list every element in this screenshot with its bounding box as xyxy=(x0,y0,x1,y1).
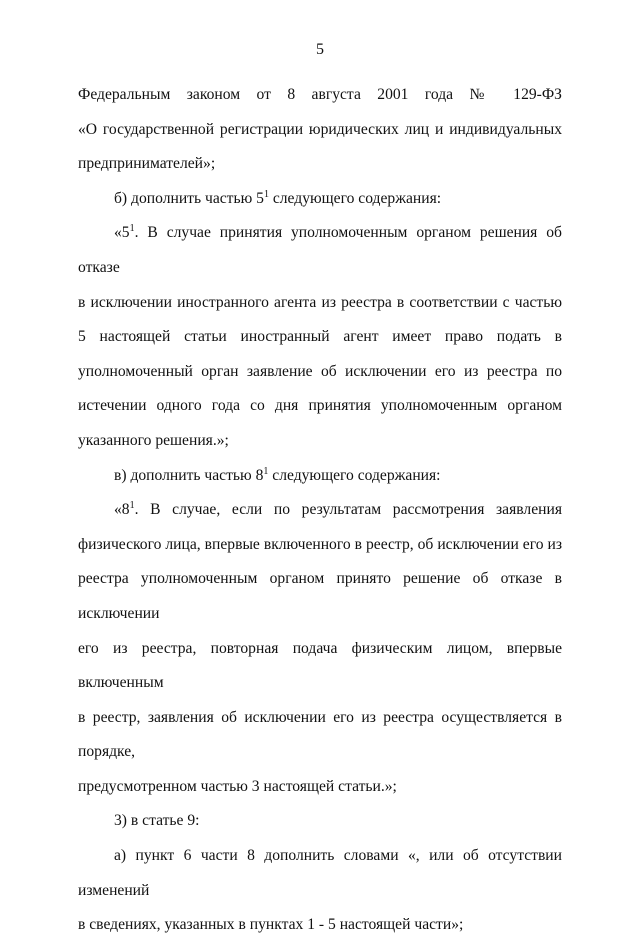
text-fragment: в) дополнить частью 8 xyxy=(114,466,264,484)
text-line: предпринимателей»; xyxy=(78,155,216,173)
text-line xyxy=(78,182,562,217)
text-line: физического лица, впервые включенного в реестр, об исключении его из xyxy=(78,535,562,553)
superscript: 1 xyxy=(263,188,269,200)
paragraph-item-3 xyxy=(78,804,562,839)
paragraph-item-b xyxy=(78,182,562,217)
text-line: предусмотренном частью 3 настоящей статьи.»; xyxy=(78,777,397,795)
text-line: в исключении иностранного агента из реестра в соответствии с частью xyxy=(78,293,562,311)
text-fragment: следующего содержания: xyxy=(268,466,441,484)
paragraph-item-v xyxy=(78,459,562,494)
text-line xyxy=(78,493,562,528)
text-fragment: б) дополнить частью 5 xyxy=(114,189,264,207)
text-fragment: следующего содержания: xyxy=(268,189,442,207)
text-line: Федеральным законом от 8 августа 2001 года № 129-ФЗ xyxy=(78,86,562,103)
text-fragment: . В случае принятия уполномоченным органом решения об отказе xyxy=(78,224,562,276)
text-line: «О государственной регистрации юридических лиц и индивидуальных xyxy=(78,120,562,138)
text-line: в реестр, заявления об исключении его из реестра осуществляется в порядке, xyxy=(78,708,562,761)
superscript: 1 xyxy=(129,500,135,512)
paragraph-law-reference xyxy=(78,78,562,182)
text-line: его из реестра, повторная подача физическим лицом, впервые включенным xyxy=(78,639,562,692)
text-fragment: . В случае, если по результатам рассмотрения заявления xyxy=(134,501,562,519)
text-line: истечении одного года со дня принятия уполномоченным органом xyxy=(78,397,562,415)
text-line: указанного решения.»; xyxy=(78,431,229,449)
paragraph-item-a xyxy=(78,839,562,943)
document-body xyxy=(78,78,562,943)
text-line: 3) в статье 9: xyxy=(114,812,200,830)
text-line xyxy=(78,216,562,285)
text-line: а) пункт 6 части 8 дополнить словами «, или об отсутствии изменений xyxy=(78,847,562,899)
superscript: 1 xyxy=(263,465,269,477)
text-line: реестра уполномоченным органом принято решение об отказе в исключении xyxy=(78,570,562,622)
text-line: 5 настоящей статьи иностранный агент имеет право подать в xyxy=(78,328,562,346)
text-line: в сведениях, указанных в пунктах 1 - 5 настоящей части»; xyxy=(78,916,464,934)
text-line xyxy=(78,459,562,494)
text-fragment: «8 xyxy=(114,501,130,519)
text-fragment: «5 xyxy=(114,224,130,242)
page-number: 5 xyxy=(316,41,324,58)
paragraph-part-8-1 xyxy=(78,493,562,804)
text-line: уполномоченный орган заявление об исключении его из реестра по xyxy=(78,362,562,380)
superscript: 1 xyxy=(129,223,135,235)
paragraph-part-5-1 xyxy=(78,216,562,458)
